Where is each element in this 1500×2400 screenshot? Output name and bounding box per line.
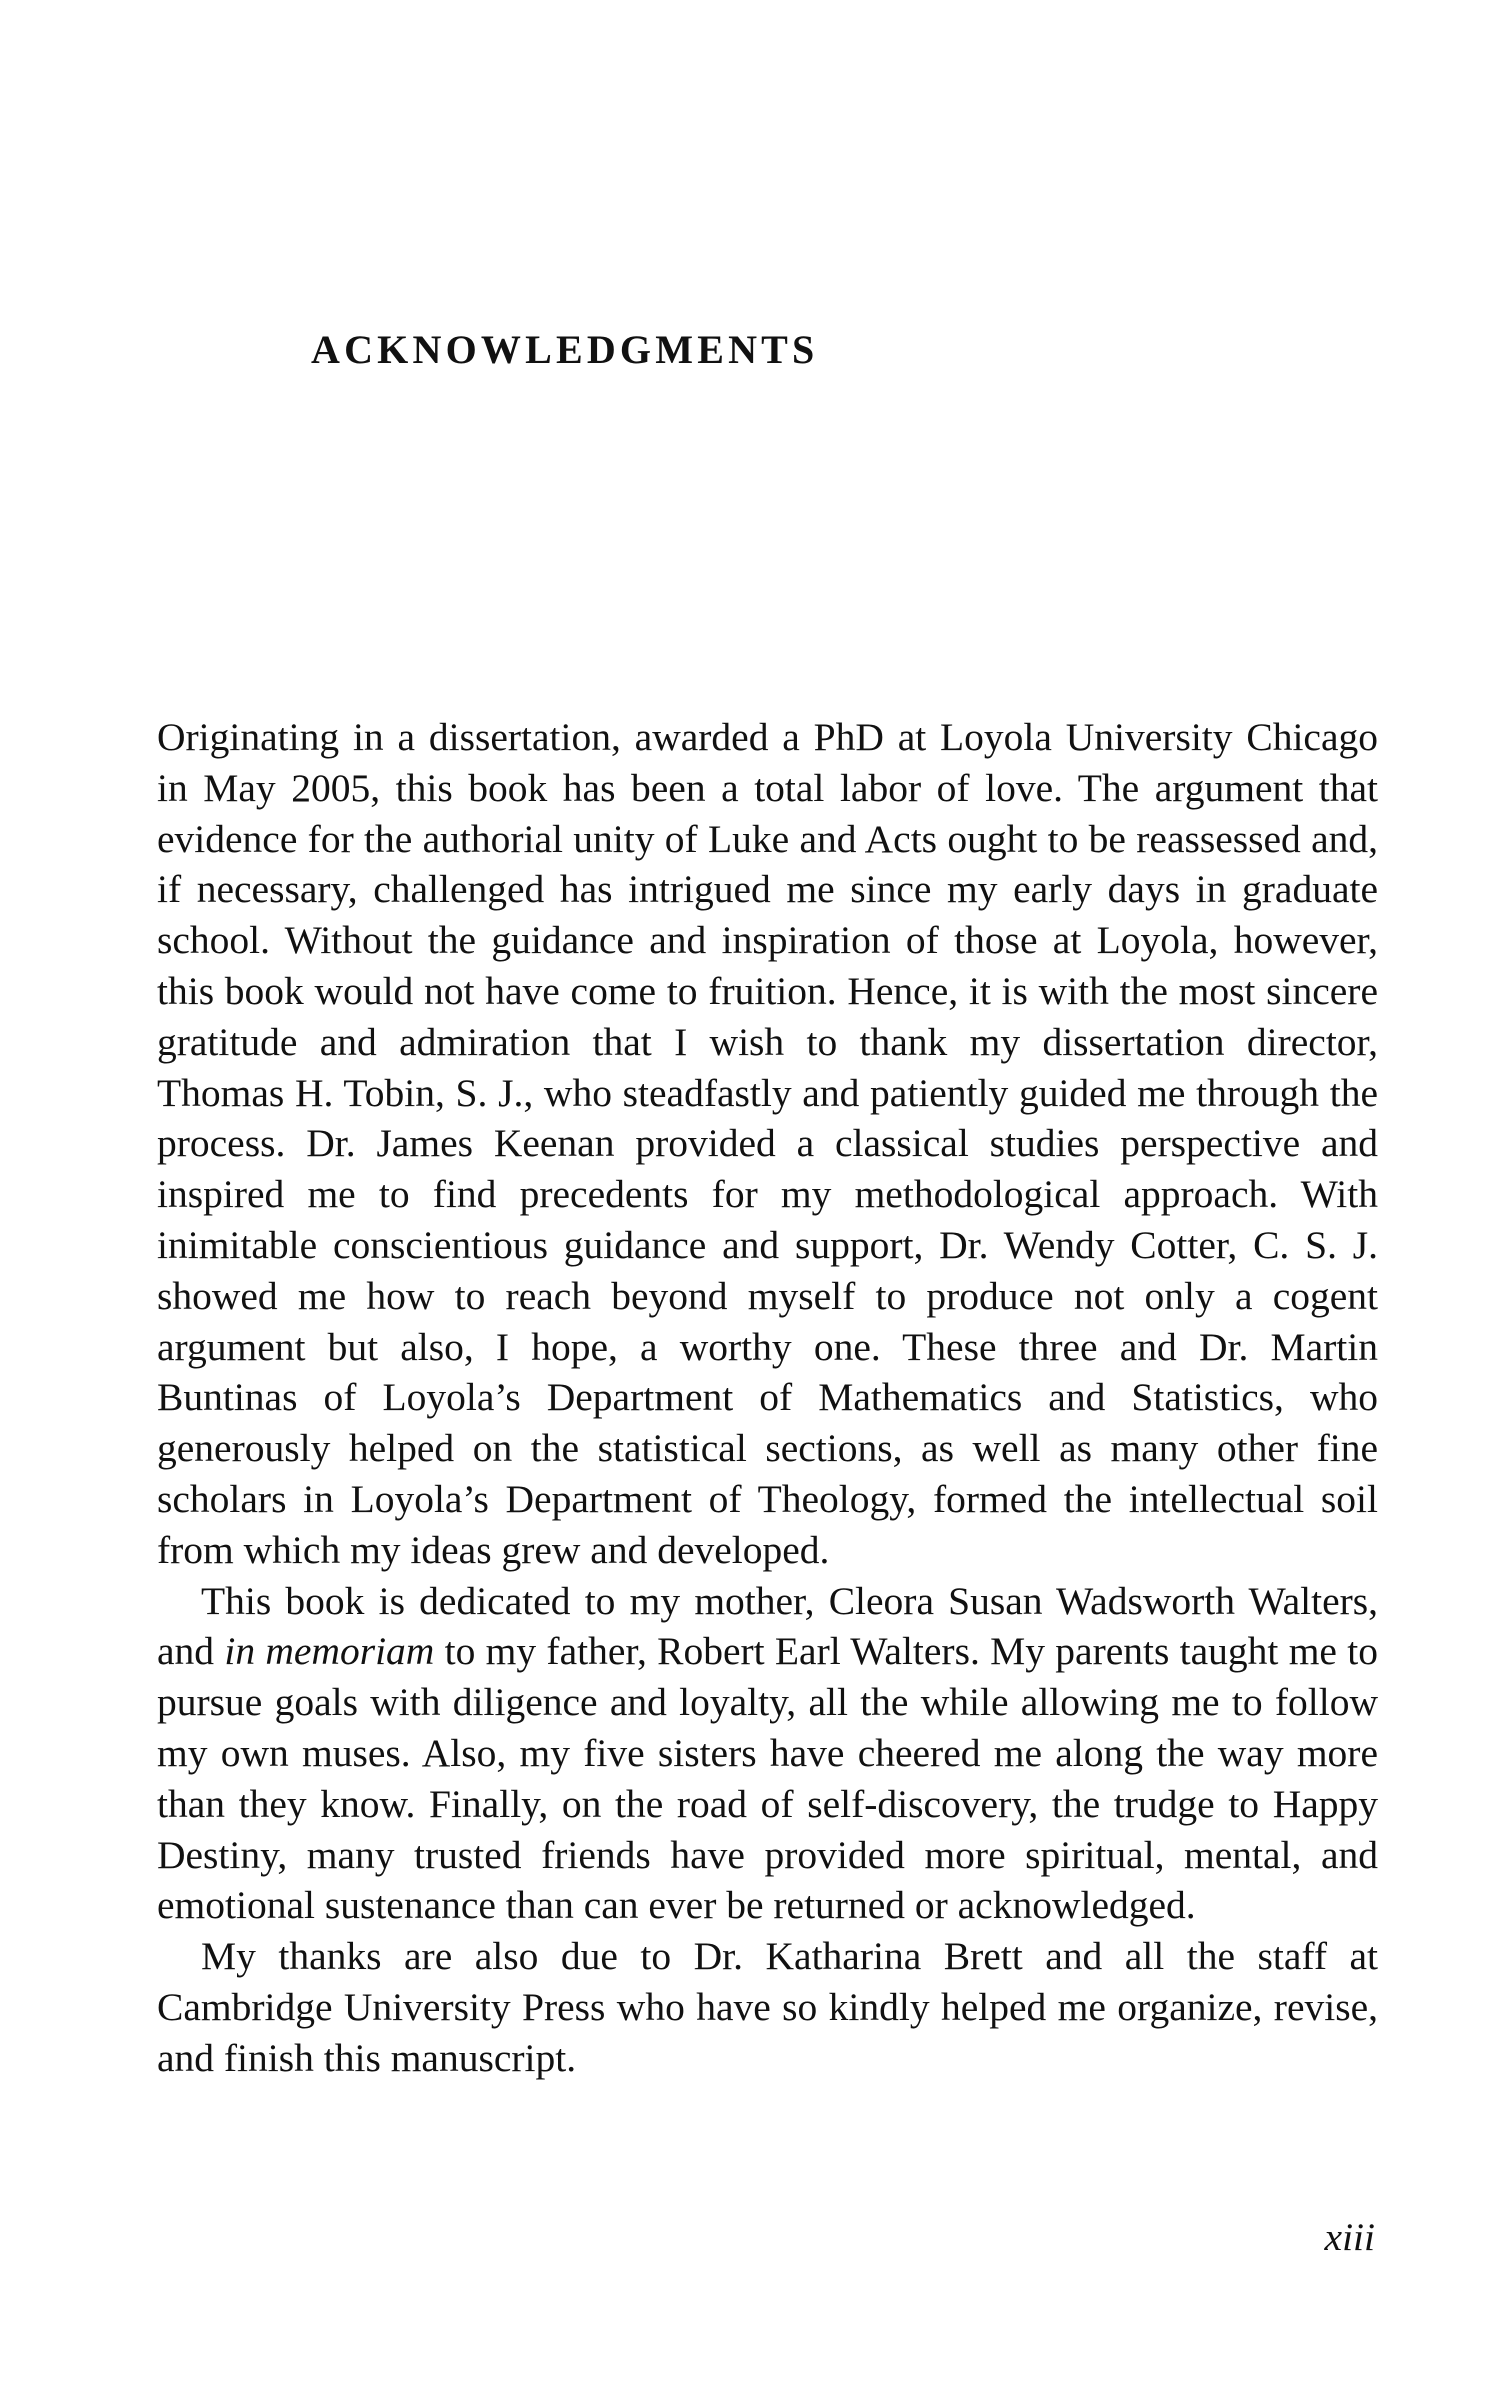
page-heading: ACKNOWLEDGMENTS xyxy=(311,327,819,372)
page-number: xiii xyxy=(1324,2215,1375,2259)
paragraph-1: Originating in a dissertation, awarded a PhD at Loyola University Chicago in May 2005, this book has been a total labor of love. The argument that evidence for the authorial unity of Luke and Acts ought to be reassessed and, if necessary, challenged has intrigued me since my early days in graduate school. Without the guidance and inspiration of those at Loyola, however, this book would not have come to fruition. Hence, it is with the most sincere gratitude and admiration that I wish to thank my dissertation director, Thomas H. Tobin, S. J., who steadfastly and patiently guided me through the process. Dr. James Keenan provided a classical studies perspective and inspired me to find precedents for my methodological approach. With inimitable conscientious guidance and support, Dr. Wendy Cotter, C. S. J. showed me how to reach beyond myself to produce not only a cogent argument but also, I hope, a worthy one. These three and Dr. Martin Buntinas of Loyola’s Department of Mathematics and Statistics, who generously helped on the statistical sections, as well as many other fine scholars in Loyola’s Department of Theology, formed the intellectual soil from which my ideas grew and developed. xyxy=(157,715,1378,1572)
paragraph-2-start: This book is dedicated to my mother, Cleora Susan Wadsworth Walters, and xyxy=(157,1578,1378,1674)
paragraph-3: My thanks are also due to Dr. Katharina Brett and all the staff at Cambridge University Press who have so kindly helped me organize, revise, and finish this manuscript. xyxy=(157,1934,1378,2080)
paragraph-2 xyxy=(157,1576,1378,1932)
paragraph-2-italic: in memoriam xyxy=(224,1629,435,1674)
acknowledgments-body xyxy=(157,712,1378,2084)
paragraph-2-end: to my father, Robert Earl Walters. My parents taught me to pursue goals with diligence and loyalty, all the while allowing me to follow my own muses. Also, my five sisters have cheered me along the way more than they know. Finally, on the road of self-discovery, the trudge to Happy Destiny, many trusted friends have provided more spiritual, mental, and emotional sustenance than can ever be returned or acknowledged. xyxy=(157,1629,1378,1928)
